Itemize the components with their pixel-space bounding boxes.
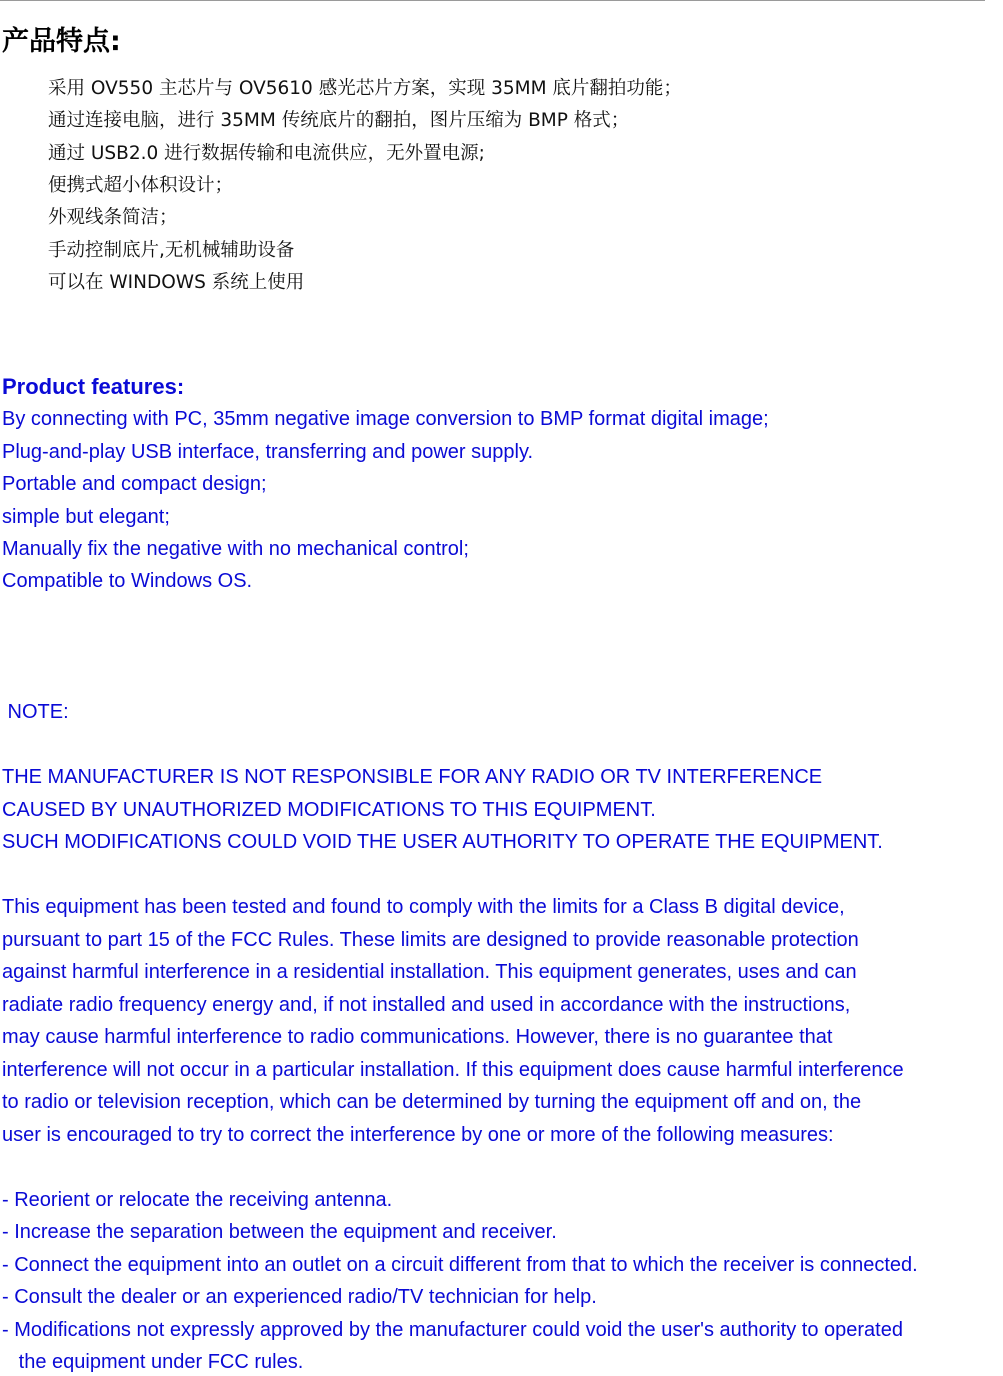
measure-item: - Reorient or relocate the receiving antenna. xyxy=(2,1189,393,1211)
measure-item: - Increase the separation between the equipment and receiver. xyxy=(2,1221,557,1243)
zh-section-title: 产品特点: xyxy=(2,26,121,57)
note-label: NOTE: xyxy=(2,701,69,723)
fcc-statement-line: radiate radio frequency energy and, if not installed and used in accordance with the instructions, xyxy=(2,994,851,1016)
en-feature-item: simple but elegant; xyxy=(2,506,170,528)
fcc-statement-line: This equipment has been tested and found to comply with the limits for a Class B digital device, xyxy=(2,896,845,918)
measure-item: the equipment under FCC rules. xyxy=(2,1351,304,1373)
zh-feature-item: 可以在 WINDOWS 系统上使用 xyxy=(48,272,305,293)
note-warning-line: SUCH MODIFICATIONS COULD VOID THE USER AUTHORITY TO OPERATE THE EQUIPMENT. xyxy=(2,831,883,853)
fcc-statement-line: to radio or television reception, which can be determined by turning the equipment off and on, the xyxy=(2,1091,862,1113)
measure-item: - Connect the equipment into an outlet on a circuit different from that to which the receiver is connected. xyxy=(2,1254,918,1276)
zh-feature-item: 通过连接电脑，进行 35MM 传统底片的翻拍，图片压缩为 BMP 格式； xyxy=(48,110,630,131)
en-section-heading: Product features: xyxy=(2,374,185,399)
zh-feature-item: 便携式超小体积设计； xyxy=(48,175,234,196)
fcc-statement-line: may cause harmful interference to radio communications. However, there is no guarantee that xyxy=(2,1026,833,1048)
en-feature-item: By connecting with PC, 35mm negative image conversion to BMP format digital image; xyxy=(2,408,769,430)
measure-item: - Consult the dealer or an experienced radio/TV technician for help. xyxy=(2,1286,597,1308)
zh-feature-item: 外观线条简洁； xyxy=(48,207,178,228)
measure-item: - Modifications not expressly approved by the manufacturer could void the user's authority to operated xyxy=(2,1319,903,1341)
fcc-statement-line: pursuant to part 15 of the FCC Rules. These limits are designed to provide reasonable protection xyxy=(2,929,859,951)
note-warning-line: CAUSED BY UNAUTHORIZED MODIFICATIONS TO THIS EQUIPMENT. xyxy=(2,799,656,821)
top-divider xyxy=(0,0,985,1)
zh-feature-item: 采用 OV550 主芯片与 OV5610 感光芯片方案，实现 35MM 底片翻拍功能； xyxy=(48,78,682,99)
zh-feature-item: 手动控制底片,无机械辅助设备 xyxy=(48,240,295,261)
en-feature-item: Plug-and-play USB interface, transferring and power supply. xyxy=(2,441,534,463)
fcc-statement-line: user is encouraged to try to correct the interference by one or more of the following measures: xyxy=(2,1124,834,1146)
fcc-statement-line: against harmful interference in a residential installation. This equipment generates, uses and can xyxy=(2,961,857,983)
en-feature-item: Portable and compact design; xyxy=(2,473,267,495)
en-feature-item: Manually fix the negative with no mechanical control; xyxy=(2,538,469,560)
zh-feature-item: 通过 USB2.0 进行数据传输和电流供应，无外置电源; xyxy=(48,143,485,164)
en-feature-item: Compatible to Windows OS. xyxy=(2,570,253,592)
note-warning-line: THE MANUFACTURER IS NOT RESPONSIBLE FOR ANY RADIO OR TV INTERFERENCE xyxy=(2,766,823,788)
fcc-statement-line: interference will not occur in a particular installation. If this equipment does cause harmful interference xyxy=(2,1059,904,1081)
